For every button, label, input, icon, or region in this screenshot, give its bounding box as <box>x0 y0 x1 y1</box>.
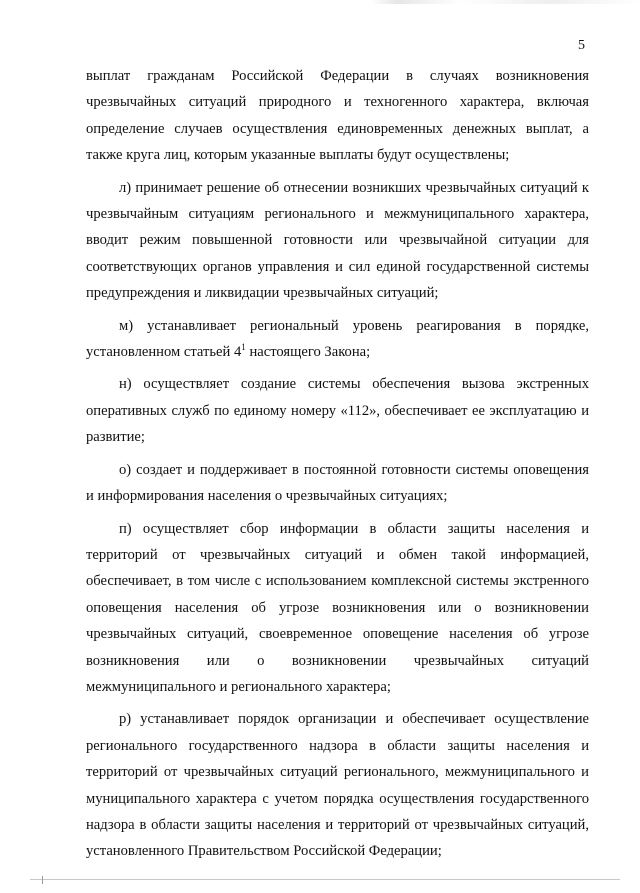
paragraph-p: п) осуществляет сбор информации в области защиты населения и территорий от чрезвычайных ситуаций и обмен такой информацией, обеспечивает, в том числе с использованием комплексной системы экстренного оповещения населения об угрозе возникновения или о возникновении чрезвычайных ситуаций, своевременное оповещение населения об угрозе возникновения или о возникновении чрезвычайных ситуаций межмуниципального и регионального характера; <box>86 520 589 695</box>
paragraph-m <box>86 313 589 366</box>
superscript-article-number: 1 <box>241 342 246 353</box>
paragraph-m-tail: настоящего Закона; <box>245 344 371 361</box>
scan-line <box>30 879 620 880</box>
paragraph-m-text: м) устанавливает региональный уровень реагирования в порядке, установленном статьей 4 <box>86 317 589 361</box>
scan-edge-bottom <box>0 876 640 882</box>
scan-tick <box>42 876 43 884</box>
page-number: 5 <box>578 38 585 53</box>
document-body <box>86 63 589 871</box>
paragraph-l: л) принимает решение об отнесении возникших чрезвычайных ситуаций к чрезвычайным ситуациям регионального и межмуниципального характера, вводит режим повышенной готовности или чрезвычайной ситуации для соответствующих органов управления и сил единой государственной системы предупреждения и ликвидации чрезвычайных ситуаций; <box>86 179 589 302</box>
paragraph-n: н) осуществляет создание системы обеспечения вызова экстренных оперативных служб по единому номеру «112», обеспечивает ее эксплуатацию и развитие; <box>86 376 589 446</box>
scan-edge-top <box>0 0 640 4</box>
paragraph-r: р) устанавливает порядок организации и обеспечивает осуществление регионального государственного надзора в области защиты населения и территорий от чрезвычайных ситуаций регионального, межмуниципального и муниципального характера с учетом порядка осуществления государственного надзора в области защиты населения и территорий от чрезвычайных ситуаций, установленного Правительством Российской Федерации; <box>86 711 589 860</box>
paragraph-o: о) создает и поддерживает в постоянной готовности системы оповещения и информирования населения о чрезвычайных ситуациях; <box>86 461 589 505</box>
paragraph-continuation: выплат гражданам Российской Федерации в случаях возникновения чрезвычайных ситуаций природного и техногенного характера, включая определение случаев осуществления единовременных денежных выплат, а также круга лиц, которым указанные выплаты будут осуществлены; <box>86 68 589 164</box>
